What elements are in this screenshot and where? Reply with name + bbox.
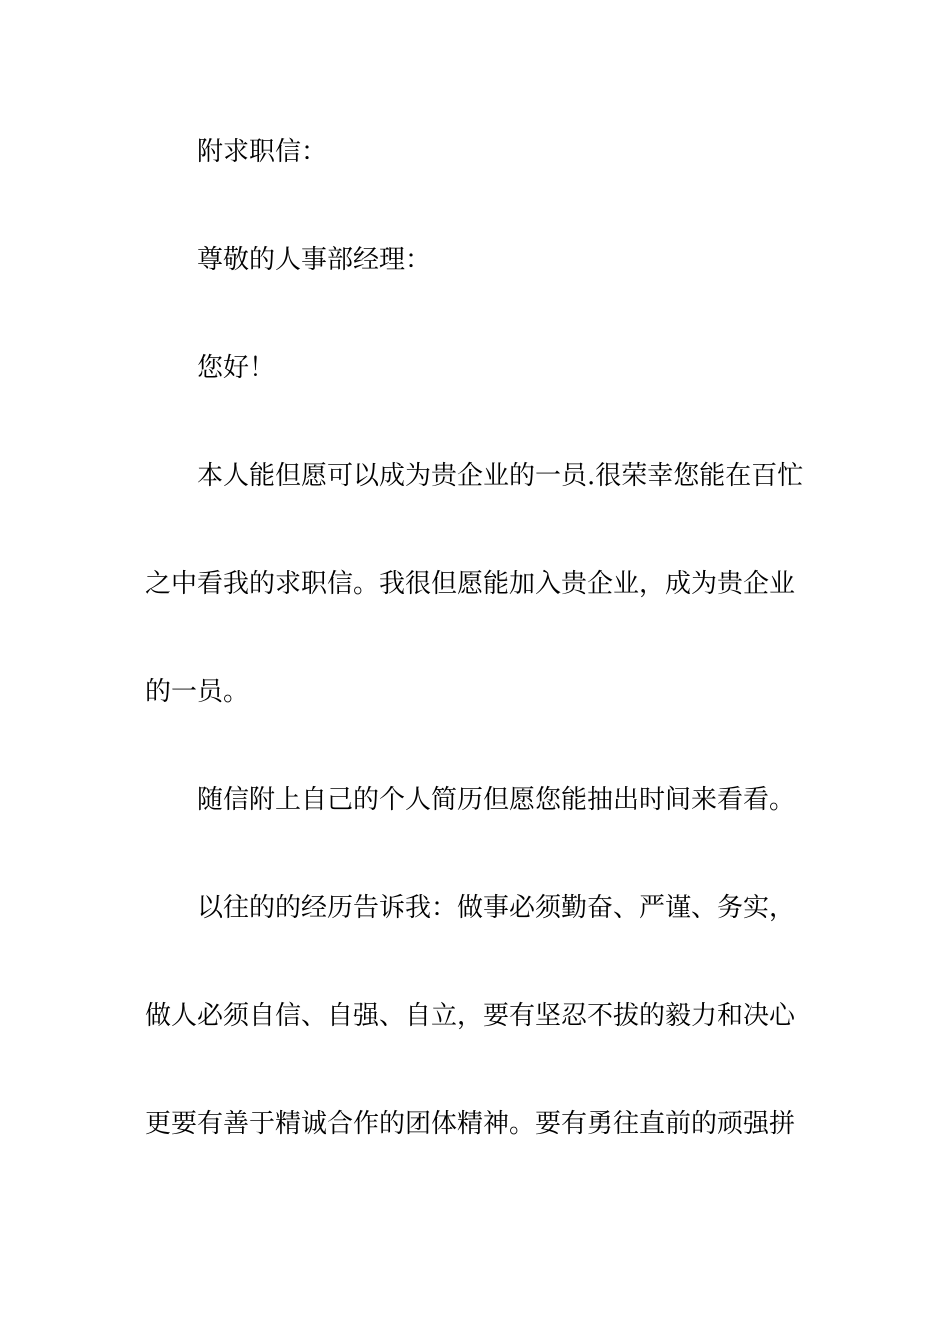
text-line: 本人能但愿可以成为贵企业的一员.很荣幸您能在百忙 — [197, 461, 804, 491]
text-line: 做人必须自信、自强、自立，要有坚忍不拔的毅力和决心 — [145, 1001, 796, 1031]
text-line: 之中看我的求职信。我很但愿能加入贵企业，成为贵企业 — [145, 569, 796, 599]
text-line-salutation: 尊敬的人事部经理： — [197, 245, 432, 275]
text-line: 更要有善于精诚合作的团体精神。要有勇往直前的顽强拼 — [145, 1109, 796, 1139]
text-line: 以往的的经历告诉我：做事必须勤奋、严谨、务实， — [197, 893, 796, 923]
text-line-heading: 附求职信： — [197, 137, 328, 167]
text-line: 的一员。 — [145, 677, 250, 707]
text-line: 随信附上自己的个人简历但愿您能抽出时间来看看。 — [197, 785, 796, 815]
text-line-greeting: 您好！ — [197, 353, 276, 383]
